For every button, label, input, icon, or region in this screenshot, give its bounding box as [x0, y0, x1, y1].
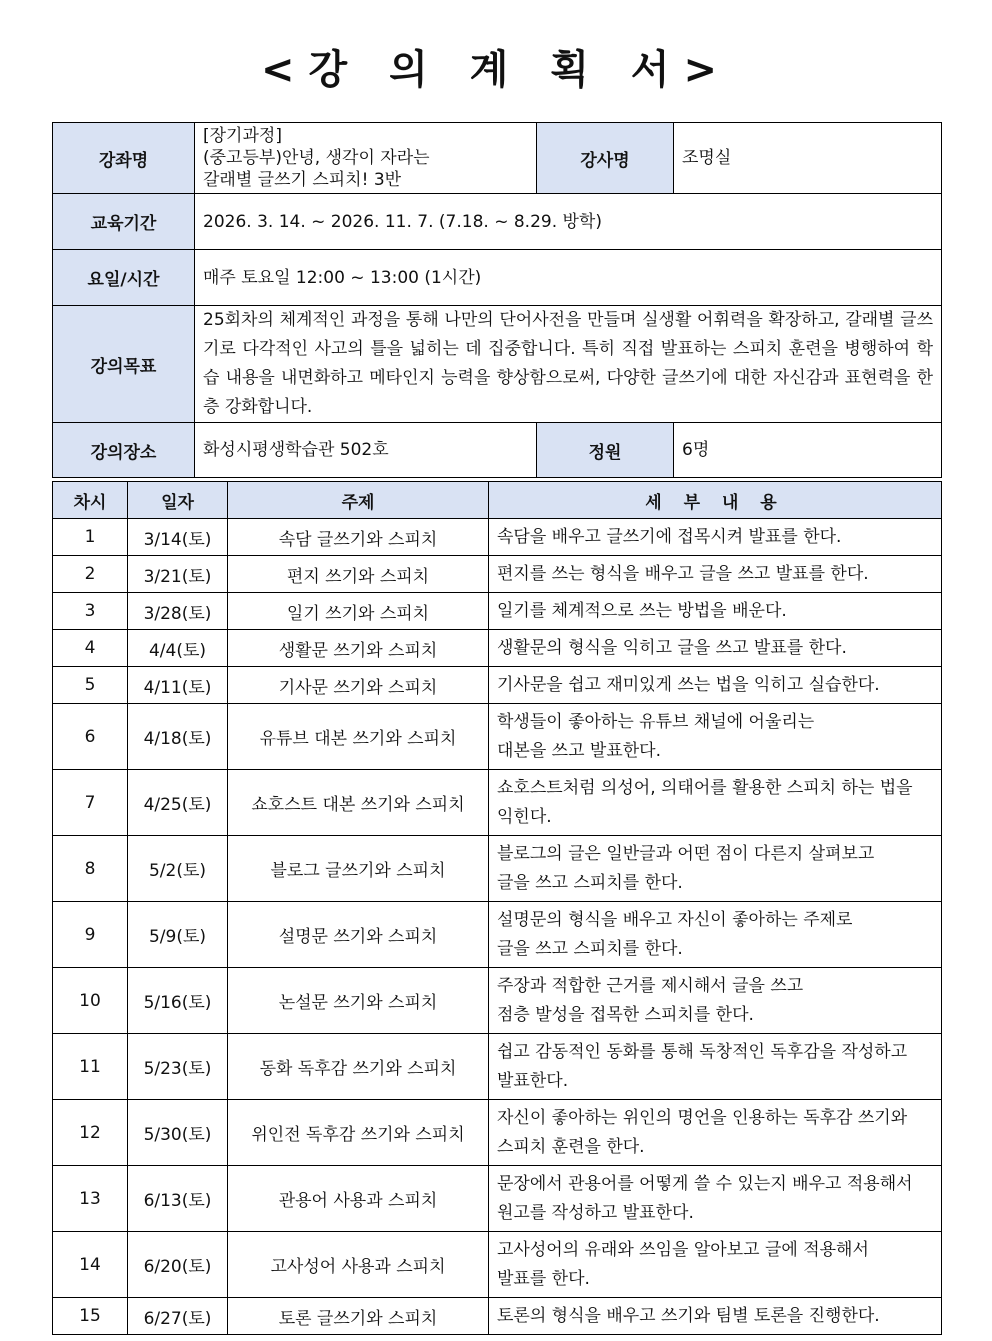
table-row [53, 630, 942, 667]
table-row [53, 770, 942, 836]
table-row [53, 519, 942, 556]
header-session: 차시 [53, 482, 128, 519]
detail-line: 쉽고 감동적인 동화를 통해 독창적인 독후감을 작성하고 [497, 1041, 908, 1062]
session-number: 15 [53, 1298, 128, 1335]
session-date: 3/28(토) [128, 593, 228, 630]
session-detail [489, 1166, 942, 1232]
detail-line: 토론의 형식을 배우고 쓰기와 팀별 토론을 진행한다. [497, 1305, 880, 1326]
session-detail [489, 770, 942, 836]
detail-line: 스피치 훈련을 한다. [497, 1136, 645, 1157]
session-date: 5/23(토) [128, 1034, 228, 1100]
time-label: 요일/시간 [53, 250, 195, 306]
session-date: 4/11(토) [128, 667, 228, 704]
session-detail [489, 902, 942, 968]
session-detail [489, 968, 942, 1034]
course-name-line: [장기과정] [203, 126, 282, 146]
session-number: 8 [53, 836, 128, 902]
detail-line: 글을 쓰고 스피치를 한다. [497, 938, 683, 959]
instructor-label: 강사명 [537, 123, 674, 194]
session-date: 5/9(토) [128, 902, 228, 968]
session-detail [489, 556, 942, 593]
table-row [53, 836, 942, 902]
session-topic: 블로그 글쓰기와 스피치 [228, 836, 489, 902]
detail-line: 원고를 작성하고 발표한다. [497, 1202, 694, 1223]
detail-line: 점층 발성을 접목한 스피치를 한다. [497, 1004, 754, 1025]
session-detail [489, 630, 942, 667]
detail-line: 쇼호스트처럼 의성어, 의태어를 활용한 스피치 하는 법을 [497, 777, 913, 798]
detail-line: 발표한다. [497, 1070, 569, 1091]
session-topic: 편지 쓰기와 스피치 [228, 556, 489, 593]
schedule-body [53, 519, 942, 1335]
course-name-line: 갈래별 글쓰기 스피치! 3반 [203, 170, 402, 190]
schedule-table [52, 481, 942, 1335]
course-name-value [195, 123, 537, 194]
session-detail [489, 667, 942, 704]
session-topic: 위인전 독후감 쓰기와 스피치 [228, 1100, 489, 1166]
session-topic: 유튜브 대본 쓰기와 스피치 [228, 704, 489, 770]
course-name-label: 강좌명 [53, 123, 195, 194]
session-number: 2 [53, 556, 128, 593]
time-value: 매주 토요일 12:00 ~ 13:00 (1시간) [195, 250, 942, 306]
table-row [53, 1166, 942, 1232]
goal-value: 25회차의 체계적인 과정을 통해 나만의 단어사전을 만들며 실생활 어휘력을 확장하고, 갈래별 글쓰기로 다각적인 사고의 틀을 넓히는 데 집중합니다. 특히 직접 발표하는 스피치 훈련을 병행하여 학습 내용을 내면화하고 메타인지 능력을 향상함으로써, 다양한 글쓰기에 대한 자신감과 표현력을 한층 강화합니다. [195, 306, 942, 423]
period-value: 2026. 3. 14. ~ 2026. 11. 7. (7.18. ~ 8.29. 방학) [195, 194, 942, 250]
detail-line: 고사성어의 유래와 쓰임을 알아보고 글에 적용해서 [497, 1239, 869, 1260]
course-name-line: (중고등부)안녕, 생각이 자라는 [203, 148, 430, 168]
session-date: 6/20(토) [128, 1232, 228, 1298]
detail-line: 학생들이 좋아하는 유튜브 채널에 어울리는 [497, 711, 815, 732]
table-row [53, 1034, 942, 1100]
session-date: 3/21(토) [128, 556, 228, 593]
session-topic: 토론 글쓰기와 스피치 [228, 1298, 489, 1335]
detail-line: 블로그의 글은 일반글과 어떤 점이 다른지 살펴보고 [497, 843, 875, 864]
session-number: 3 [53, 593, 128, 630]
detail-line: 편지를 쓰는 형식을 배우고 글을 쓰고 발표를 한다. [497, 563, 869, 584]
period-label: 교육기간 [53, 194, 195, 250]
detail-line: 익힌다. [497, 806, 552, 827]
goal-label: 강의목표 [53, 306, 195, 423]
session-topic: 기사문 쓰기와 스피치 [228, 667, 489, 704]
session-detail [489, 593, 942, 630]
session-date: 5/30(토) [128, 1100, 228, 1166]
session-date: 3/14(토) [128, 519, 228, 556]
session-number: 14 [53, 1232, 128, 1298]
table-row [53, 1232, 942, 1298]
header-detail: 세 부 내 용 [489, 482, 942, 519]
session-date: 5/16(토) [128, 968, 228, 1034]
session-number: 5 [53, 667, 128, 704]
session-topic: 동화 독후감 쓰기와 스피치 [228, 1034, 489, 1100]
session-topic: 생활문 쓰기와 스피치 [228, 630, 489, 667]
page-title: <강 의 계 획 서> [261, 47, 731, 93]
session-topic: 고사성어 사용과 스피치 [228, 1232, 489, 1298]
session-number: 12 [53, 1100, 128, 1166]
header-topic: 주제 [228, 482, 489, 519]
instructor-value: 조명실 [674, 123, 942, 194]
session-number: 11 [53, 1034, 128, 1100]
session-topic: 설명문 쓰기와 스피치 [228, 902, 489, 968]
session-number: 10 [53, 968, 128, 1034]
header-date: 일자 [128, 482, 228, 519]
detail-line: 기사문을 쉽고 재미있게 쓰는 법을 익히고 실습한다. [497, 674, 880, 695]
session-detail [489, 1100, 942, 1166]
session-number: 4 [53, 630, 128, 667]
session-number: 6 [53, 704, 128, 770]
session-detail [489, 519, 942, 556]
course-info-table [52, 122, 942, 478]
detail-line: 자신이 좋아하는 위인의 명언을 인용하는 독후감 쓰기와 [497, 1107, 908, 1128]
detail-line: 설명문의 형식을 배우고 자신이 좋아하는 주제로 [497, 909, 853, 930]
session-date: 4/18(토) [128, 704, 228, 770]
detail-line: 대본을 쓰고 발표한다. [497, 740, 662, 761]
session-number: 9 [53, 902, 128, 968]
session-date: 4/25(토) [128, 770, 228, 836]
detail-line: 속담을 배우고 글쓰기에 접목시켜 발표를 한다. [497, 526, 842, 547]
session-detail [489, 1298, 942, 1335]
session-number: 7 [53, 770, 128, 836]
session-date: 5/2(토) [128, 836, 228, 902]
session-number: 13 [53, 1166, 128, 1232]
session-topic: 논설문 쓰기와 스피치 [228, 968, 489, 1034]
detail-line: 일기를 체계적으로 쓰는 방법을 배운다. [497, 600, 787, 621]
capacity-label: 정원 [537, 423, 674, 478]
session-date: 6/13(토) [128, 1166, 228, 1232]
table-row [53, 968, 942, 1034]
detail-line: 생활문의 형식을 익히고 글을 쓰고 발표를 한다. [497, 637, 847, 658]
table-row [53, 1298, 942, 1335]
table-row [53, 1100, 942, 1166]
session-detail [489, 1034, 942, 1100]
place-label: 강의장소 [53, 423, 195, 478]
detail-line: 주장과 적합한 근거를 제시해서 글을 쓰고 [497, 975, 804, 996]
session-topic: 쇼호스트 대본 쓰기와 스피치 [228, 770, 489, 836]
capacity-value: 6명 [674, 423, 942, 478]
table-row [53, 667, 942, 704]
table-row [53, 593, 942, 630]
session-detail [489, 1232, 942, 1298]
session-date: 6/27(토) [128, 1298, 228, 1335]
session-detail [489, 704, 942, 770]
detail-line: 글을 쓰고 스피치를 한다. [497, 872, 683, 893]
table-row [53, 556, 942, 593]
session-number: 1 [53, 519, 128, 556]
detail-line: 발표를 한다. [497, 1268, 590, 1289]
session-topic: 관용어 사용과 스피치 [228, 1166, 489, 1232]
session-topic: 일기 쓰기와 스피치 [228, 593, 489, 630]
table-row [53, 704, 942, 770]
place-value: 화성시평생학습관 502호 [195, 423, 537, 478]
detail-line: 문장에서 관용어를 어떻게 쓸 수 있는지 배우고 적용해서 [497, 1173, 913, 1194]
table-row [53, 902, 942, 968]
session-date: 4/4(토) [128, 630, 228, 667]
session-topic: 속담 글쓰기와 스피치 [228, 519, 489, 556]
session-detail [489, 836, 942, 902]
